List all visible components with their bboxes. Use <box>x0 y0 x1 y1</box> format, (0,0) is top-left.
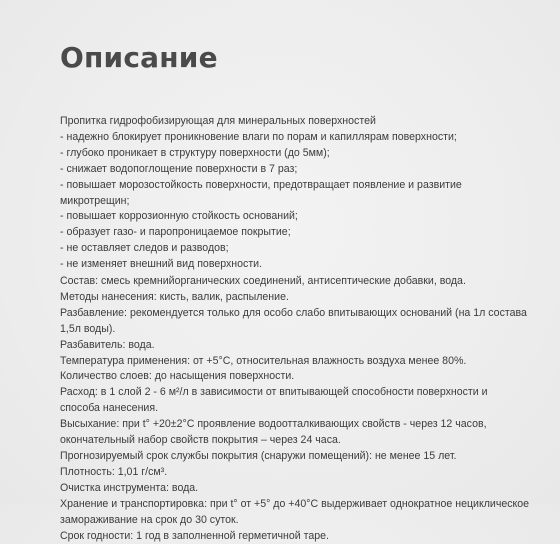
spec-number-of-coats: Количество слоев: до насыщения поверхности. <box>60 369 530 385</box>
description-features <box>60 114 530 273</box>
spec-drying: Высыхание: при t° +20±2°С проявление водоотталкивающих свойств - через 12 часов, окончательный набор свойств покрытия – через 24 часа. <box>60 417 530 449</box>
feature-item: - снижает водопоглощение поверхности в 7 раз; <box>60 162 530 178</box>
spec-dilution: Разбавление: рекомендуется только для особо слабо впитывающих оснований (на 1л состава 1,5л воды). <box>60 306 530 338</box>
feature-item: - повышает коррозионную стойкость оснований; <box>60 209 530 225</box>
spec-storage-transport: Хранение и транспортировка: при t° от +5° до +40°С выдерживает однократное нециклическое замораживание на срок до 30 суток. <box>60 497 530 529</box>
spec-service-life: Прогнозируемый срок службы покрытия (снаружи помещений): не менее 15 лет. <box>60 449 530 465</box>
page-title: Описание <box>60 38 218 78</box>
feature-item: - повышает морозостойкость поверхности, предотвращает появление и развитие микротрещин; <box>60 178 530 210</box>
spec-composition: Состав: смесь кремнийорганических соединений, антисептические добавки, вода. <box>60 274 530 290</box>
spec-consumption: Расход: в 1 слой 2 - 6 м²/л в зависимости от впитывающей способности поверхности и способа нанесения. <box>60 385 530 417</box>
feature-item: - глубоко проникает в структуру поверхности (до 5мм); <box>60 146 530 162</box>
spec-density: Плотность: 1,01 г/см³. <box>60 465 530 481</box>
feature-item: - надежно блокирует проникновение влаги по порам и капиллярам поверхности; <box>60 130 530 146</box>
spec-application-temperature: Температура применения: от +5°С, относительная влажность воздуха менее 80%. <box>60 354 530 370</box>
spec-application-methods: Методы нанесения: кисть, валик, распыление. <box>60 290 530 306</box>
spec-tool-cleaning: Очистка инструмента: вода. <box>60 481 530 497</box>
feature-item: - образует газо- и паропроницаемое покрытие; <box>60 225 530 241</box>
spec-shelf-life: Срок годности: 1 год в заполненной герметичной таре. <box>60 529 530 544</box>
feature-item: - не изменяет внешний вид поверхности. <box>60 257 530 273</box>
product-intro-line: Пропитка гидрофобизирующая для минеральных поверхностей <box>60 114 530 130</box>
spec-thinner: Разбавитель: вода. <box>60 338 530 354</box>
feature-item: - не оставляет следов и разводов; <box>60 241 530 257</box>
